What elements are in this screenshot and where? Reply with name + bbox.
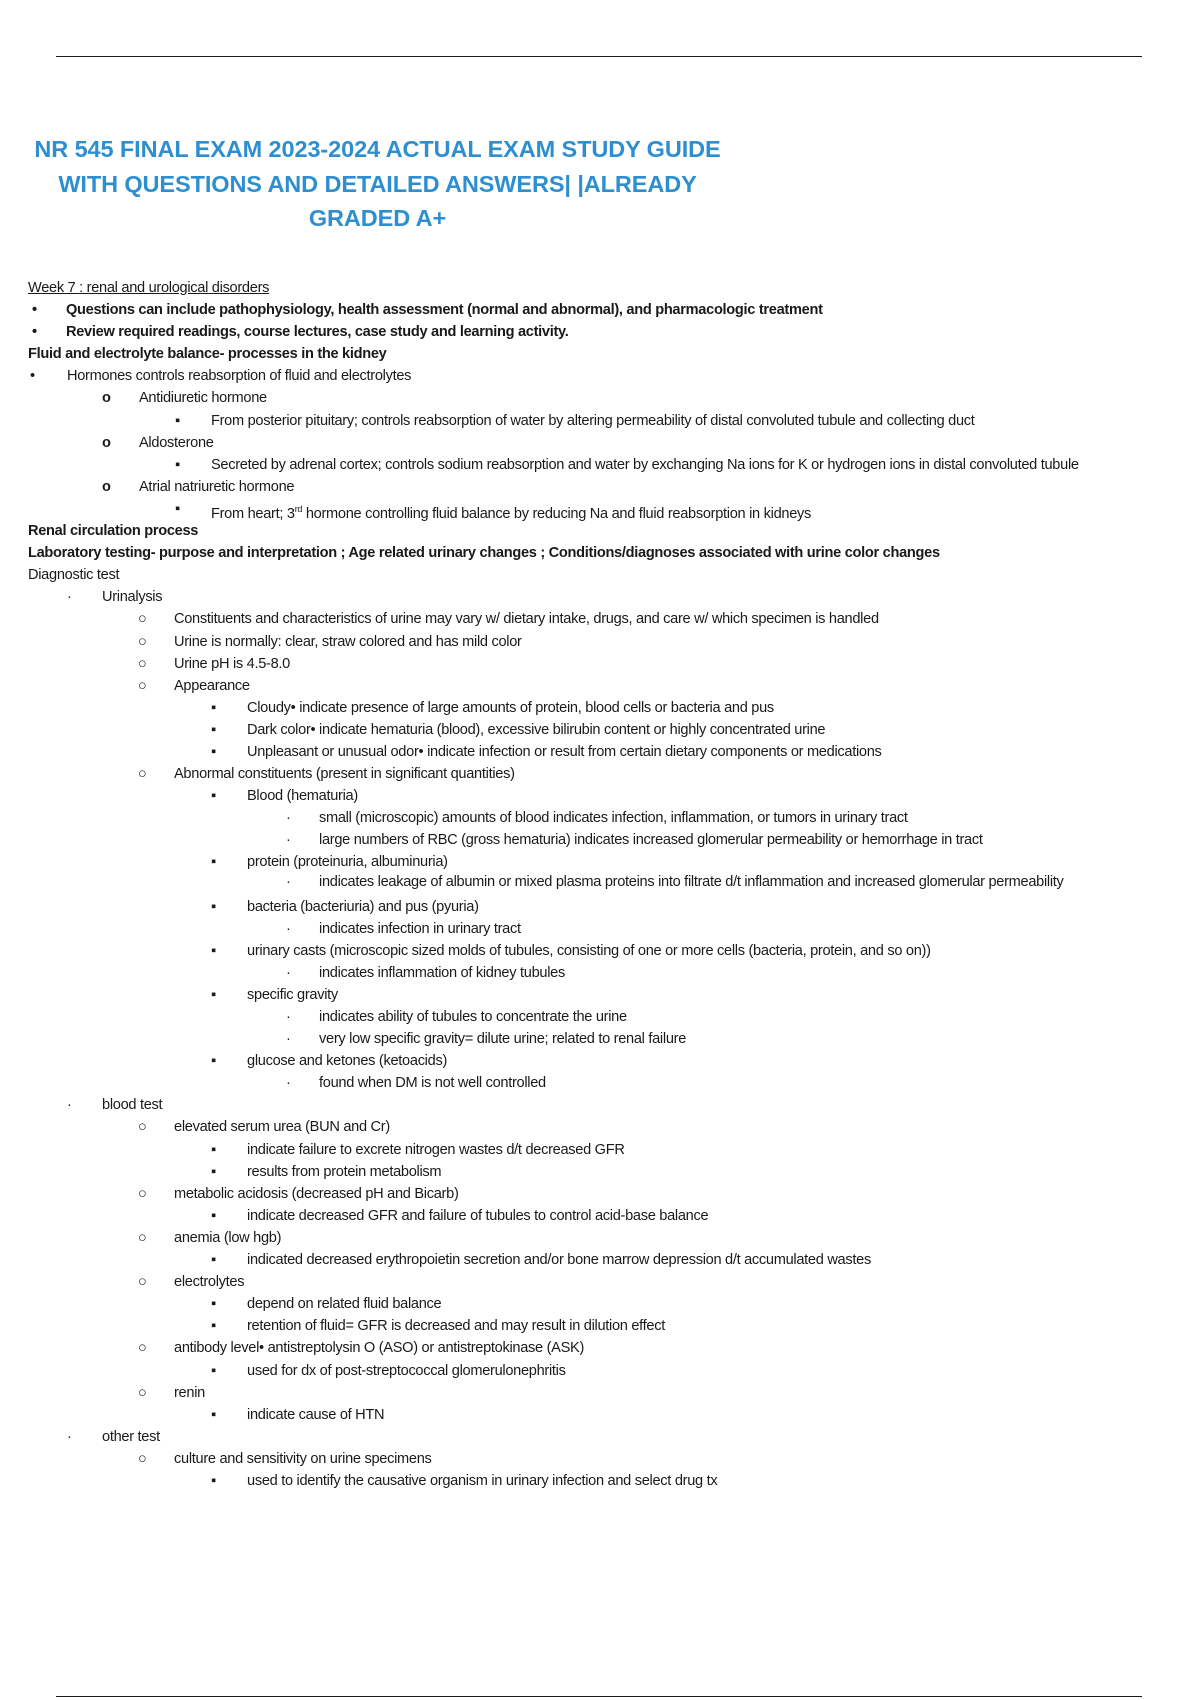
list-item: · large numbers of RBC (gross hematuria) indicates increased glomerular permeability or hemorrhage in tract — [28, 829, 1188, 851]
bullet-item: • Questions can include pathophysiology, health assessment (normal and abnormal), and pharmacologic treatment — [28, 299, 1188, 321]
list-item: ▪ specific gravity — [28, 984, 1188, 1006]
list-item: · indicates ability of tubules to concentrate the urine — [28, 1006, 1188, 1028]
document-title — [10, 132, 745, 236]
list-item: · blood test — [28, 1094, 1188, 1116]
list-item: · indicates infection in urinary tract — [28, 918, 1188, 940]
list-item: ○ Constituents and characteristics of urine may vary w/ dietary intake, drugs, and care w/ which specimen is handled — [28, 608, 1188, 630]
list-item: ○ culture and sensitivity on urine specimens — [28, 1448, 1188, 1470]
dot-marker: · — [286, 920, 291, 937]
square-marker: ▪ — [211, 699, 216, 716]
square-marker: ▪ — [211, 1472, 216, 1489]
circle-marker: ○ — [138, 1340, 147, 1357]
list-item: ▪ Secreted by adrenal cortex; controls sodium reabsorption and water by exchanging Na ions for K or hydrogen ions in distal convoluted tubule — [28, 454, 1188, 476]
list-item: · indicates inflammation of kidney tubules — [28, 962, 1188, 984]
top-rule — [56, 56, 1142, 57]
list-item: ○ Abnormal constituents (present in significant quantities) — [28, 763, 1188, 785]
square-marker: ▪ — [175, 412, 180, 429]
list-item: o Atrial natriuretic hormone — [28, 476, 1188, 498]
bullet-item: • Review required readings, course lectures, case study and learning activity. — [28, 321, 1188, 343]
bullet-marker: • — [30, 368, 35, 385]
subheading-lab: Laboratory testing- purpose and interpretation ; Age related urinary changes ; Conditions/diagnoses associated with urine color changes — [28, 545, 940, 562]
dot-marker: · — [286, 810, 291, 827]
list-item: o Aldosterone — [28, 432, 1188, 454]
list-item: ▪ indicate cause of HTN — [28, 1404, 1188, 1426]
square-marker: ▪ — [211, 1362, 216, 1379]
square-marker: ▪ — [211, 898, 216, 915]
circle-marker: ○ — [138, 655, 147, 672]
circle-marker: ○ — [138, 1185, 147, 1202]
circle-marker: o — [102, 390, 111, 407]
subheading-renal: Renal circulation process — [28, 523, 199, 540]
list-item: ▪ used for dx of post-streptococcal glomerulonephritis — [28, 1360, 1188, 1382]
square-marker: ▪ — [211, 1296, 216, 1313]
list-item: ▪ Cloudy• indicate presence of large amounts of protein, blood cells or bacteria and pus — [28, 697, 1188, 719]
square-marker: ▪ — [211, 854, 216, 871]
section-heading: Week 7 : renal and urological disorders — [28, 280, 270, 296]
square-marker: ▪ — [211, 743, 216, 760]
circle-marker: ○ — [138, 1229, 147, 1246]
list-item: ○ Appearance — [28, 675, 1188, 697]
list-item: ▪ depend on related fluid balance — [28, 1293, 1188, 1315]
list-item: ▪ bacteria (bacteriuria) and pus (pyuria) — [28, 896, 1188, 918]
list-item: ▪ From posterior pituitary; controls reabsorption of water by altering permeability of distal convoluted tubule and collecting duct — [28, 410, 1188, 432]
circle-marker: ○ — [138, 677, 147, 694]
list-item: · very low specific gravity= dilute urine; related to renal failure — [28, 1028, 1188, 1050]
bullet-marker: • — [32, 302, 37, 319]
list-item: ▪ used to identify the causative organism in urinary infection and select drug tx — [28, 1470, 1188, 1492]
list-item: ○ metabolic acidosis (decreased pH and Bicarb) — [28, 1183, 1188, 1205]
list-item: ○ anemia (low hgb) — [28, 1227, 1188, 1249]
list-item: ○ antibody level• antistreptolysin O (ASO) or antistreptokinase (ASK) — [28, 1337, 1188, 1359]
document-body — [28, 277, 1188, 1492]
circle-marker: ○ — [138, 1384, 147, 1401]
square-marker: ▪ — [211, 1318, 216, 1335]
square-marker: ▪ — [211, 1406, 216, 1423]
list-item: · small (microscopic) amounts of blood indicates infection, inflammation, or tumors in urinary tract — [28, 807, 1188, 829]
list-item: ▪ Unpleasant or unusual odor• indicate infection or result from certain dietary components or medications — [28, 741, 1188, 763]
circle-marker: ○ — [138, 1119, 147, 1136]
square-marker: ▪ — [211, 1207, 216, 1224]
subheading-diagnostic: Diagnostic test — [28, 567, 120, 584]
dot-marker: · — [67, 589, 72, 606]
title-line-1: NR 545 FINAL EXAM 2023-2024 ACTUAL EXAM STUDY GUIDE — [34, 136, 721, 162]
square-marker: ▪ — [211, 1252, 216, 1269]
list-item: ○ elevated serum urea (BUN and Cr) — [28, 1116, 1188, 1138]
list-item: ▪ Blood (hematuria) — [28, 785, 1188, 807]
list-item: ○ Urine pH is 4.5-8.0 — [28, 653, 1188, 675]
circle-marker: ○ — [138, 611, 147, 628]
dot-marker: · — [67, 1097, 72, 1114]
square-marker: ▪ — [175, 456, 180, 473]
list-item: ○ Urine is normally: clear, straw colored and has mild color — [28, 631, 1188, 653]
list-item: o Antidiuretic hormone — [28, 387, 1188, 409]
list-item: · found when DM is not well controlled — [28, 1072, 1188, 1094]
circle-marker: o — [102, 478, 111, 495]
list-item: ▪ urinary casts (microscopic sized molds of tubules, consisting of one or more cells (bacteria, protein, and so on)) — [28, 940, 1188, 962]
subheading-fluid: Fluid and electrolyte balance- processes in the kidney — [28, 346, 387, 363]
dot-marker: · — [286, 1031, 291, 1048]
list-item: ▪ results from protein metabolism — [28, 1161, 1188, 1183]
list-item: ▪ indicate decreased GFR and failure of tubules to control acid-base balance — [28, 1205, 1188, 1227]
bottom-rule — [56, 1696, 1142, 1697]
square-marker: ▪ — [211, 942, 216, 959]
list-item: ○ electrolytes — [28, 1271, 1188, 1293]
square-marker: ▪ — [211, 1163, 216, 1180]
square-marker: ▪ — [211, 986, 216, 1003]
list-item: ○ renin — [28, 1382, 1188, 1404]
square-marker: ▪ — [211, 721, 216, 738]
circle-marker: o — [102, 434, 111, 451]
list-item: · indicates leakage of albumin or mixed plasma proteins into filtrate d/t inflammation and increased glomerular permeability — [286, 873, 1064, 890]
square-marker: ▪ — [211, 1053, 216, 1070]
list-item: ▪ retention of fluid= GFR is decreased and may result in dilution effect — [28, 1315, 1188, 1337]
title-line-3: GRADED A+ — [308, 205, 447, 231]
square-marker: ▪ — [211, 788, 216, 805]
dot-marker: · — [286, 873, 291, 890]
list-item: ▪ glucose and ketones (ketoacids) — [28, 1050, 1188, 1072]
list-item: ▪ Dark color• indicate hematuria (blood), excessive bilirubin content or highly concentrated urine — [28, 719, 1188, 741]
bullet-marker: • — [32, 324, 37, 341]
bullet-item: • Hormones controls reabsorption of fluid and electrolytes — [28, 365, 1188, 387]
circle-marker: ○ — [138, 766, 147, 783]
dot-marker: · — [286, 832, 291, 849]
list-item: ▪ indicate failure to excrete nitrogen wastes d/t decreased GFR — [28, 1139, 1188, 1161]
dot-marker: · — [286, 964, 291, 981]
title-line-2: WITH QUESTIONS AND DETAILED ANSWERS| |ALREADY — [58, 170, 697, 197]
dot-marker: · — [286, 1075, 291, 1092]
square-marker: ▪ — [175, 500, 180, 517]
list-item: ▪ protein (proteinuria, albuminuria) — [28, 851, 1188, 873]
circle-marker: ○ — [138, 633, 147, 650]
circle-marker: ○ — [138, 1450, 147, 1467]
list-item: · other test — [28, 1426, 1188, 1448]
dot-marker: · — [67, 1428, 72, 1445]
dot-marker: · — [286, 1009, 291, 1025]
list-item: ▪ indicated decreased erythropoietin secretion and/or bone marrow depression d/t accumulated wastes — [28, 1249, 1188, 1271]
circle-marker: ○ — [138, 1274, 147, 1291]
square-marker: ▪ — [211, 1141, 216, 1158]
list-item: ▪ From heart; 3rd hormone controlling fluid balance by reducing Na and fluid reabsorption in kidneys — [28, 498, 1188, 520]
list-item: · Urinalysis — [28, 586, 1188, 608]
